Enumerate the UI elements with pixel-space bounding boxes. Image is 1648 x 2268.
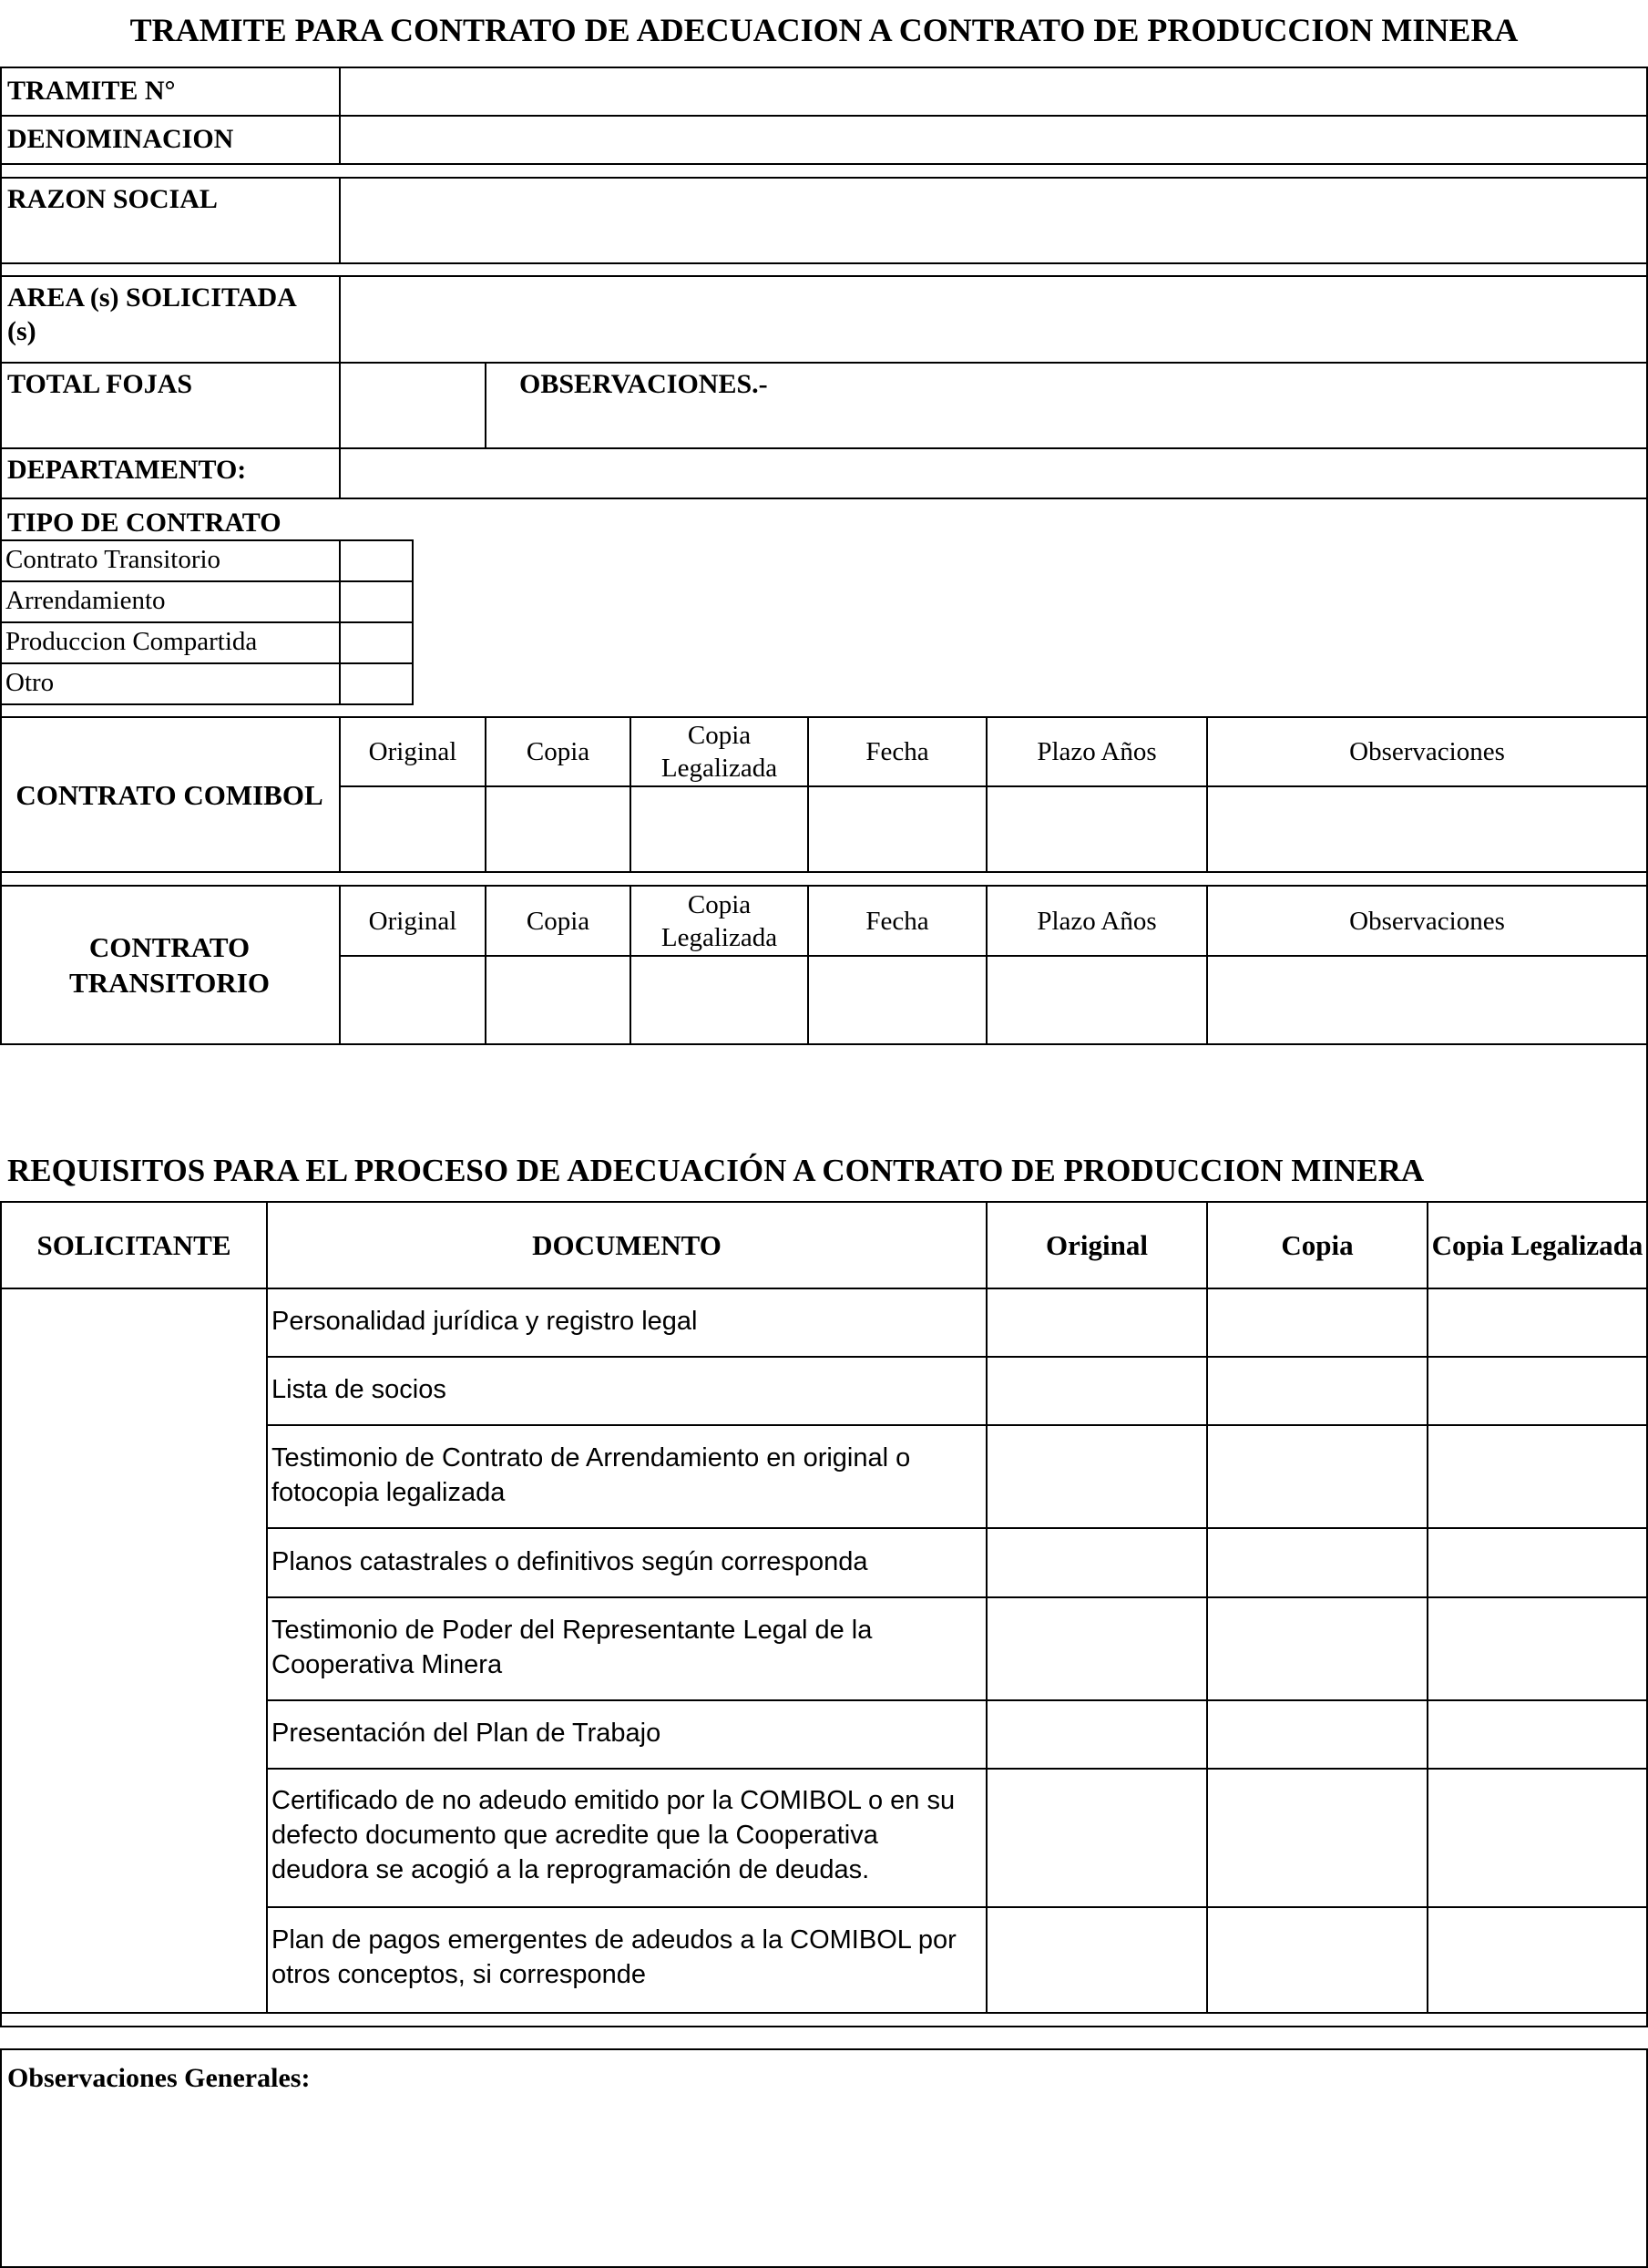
copia-legalizada-cell[interactable] bbox=[1428, 1908, 1646, 2012]
option-label: Otro bbox=[5, 668, 55, 697]
copia-legalizada-cell[interactable] bbox=[1428, 1426, 1646, 1527]
column-header: Observaciones bbox=[1349, 737, 1505, 766]
column-header: Observaciones bbox=[1349, 906, 1505, 936]
document-label: Testimonio de Poder del Representante Legal de la Cooperativa Minera bbox=[271, 1616, 873, 1679]
copia-legalizada-cell[interactable] bbox=[1428, 1289, 1646, 1356]
requisitos-heading: REQUISITOS PARA EL PROCESO DE ADECUACIÓN A CONTRATO DE PRODUCCION MINERA bbox=[7, 1153, 1425, 1188]
observaciones-field[interactable] bbox=[486, 364, 1646, 447]
document-label: Presentación del Plan de Trabajo bbox=[271, 1719, 661, 1748]
copia-legalizada-cell[interactable] bbox=[1428, 1529, 1646, 1596]
departamento-label: DEPARTAMENTO: bbox=[7, 455, 247, 485]
observaciones-label: OBSERVACIONES.- bbox=[519, 369, 768, 399]
entry-cell[interactable] bbox=[341, 787, 485, 871]
area-label: AREA (s) SOLICITADA (s) bbox=[7, 282, 296, 346]
entry-cell[interactable] bbox=[631, 787, 807, 871]
tramite-label: TRAMITE N° bbox=[7, 76, 176, 106]
column-header-copia-legalizada: Copia Legalizada bbox=[1431, 1229, 1643, 1261]
column-header: Copia bbox=[526, 737, 590, 766]
column-header: Fecha bbox=[865, 906, 929, 936]
area-field[interactable] bbox=[341, 277, 1646, 362]
razon-social-field[interactable] bbox=[341, 179, 1646, 262]
entry-cell[interactable] bbox=[486, 787, 630, 871]
razon-social-label: RAZON SOCIAL bbox=[7, 184, 218, 214]
copia-legalizada-cell[interactable] bbox=[1428, 1598, 1646, 1699]
column-header-copia: Copia bbox=[1281, 1229, 1354, 1261]
option-checkbox[interactable] bbox=[341, 541, 412, 580]
copia-legalizada-cell[interactable] bbox=[1428, 1701, 1646, 1768]
copia-cell[interactable] bbox=[1208, 1598, 1427, 1699]
option-checkbox[interactable] bbox=[341, 664, 412, 703]
entry-cell[interactable] bbox=[1208, 787, 1646, 871]
contrato-transitorio-label: CONTRATO TRANSITORIO bbox=[69, 931, 270, 999]
entry-cell[interactable] bbox=[486, 957, 630, 1043]
entry-cell[interactable] bbox=[988, 957, 1206, 1043]
entry-cell[interactable] bbox=[988, 787, 1206, 871]
copia-cell[interactable] bbox=[1208, 1358, 1427, 1424]
total-fojas-field[interactable] bbox=[341, 364, 485, 447]
copia-cell[interactable] bbox=[1208, 1529, 1427, 1596]
copia-cell[interactable] bbox=[1208, 1770, 1427, 1906]
option-label: Produccion Compartida bbox=[5, 627, 258, 656]
column-header: Original bbox=[368, 906, 457, 936]
column-header: Copia Legalizada bbox=[660, 889, 778, 952]
column-header: Plazo Años bbox=[1037, 906, 1157, 936]
column-header: Copia bbox=[526, 906, 590, 936]
copia-cell[interactable] bbox=[1208, 1701, 1427, 1768]
option-checkbox[interactable] bbox=[341, 582, 412, 621]
document-label: Testimonio de Contrato de Arrendamiento en original o fotocopia legalizada bbox=[271, 1443, 911, 1507]
original-cell[interactable] bbox=[988, 1598, 1206, 1699]
original-cell[interactable] bbox=[988, 1289, 1206, 1356]
copia-cell[interactable] bbox=[1208, 1289, 1427, 1356]
column-header-original: Original bbox=[1046, 1229, 1148, 1261]
observaciones-generales-label: Observaciones Generales: bbox=[7, 2063, 311, 2093]
document-label: Plan de pagos emergentes de adeudos a la COMIBOL por otros conceptos, si corresponde bbox=[271, 1925, 957, 1989]
copia-legalizada-cell[interactable] bbox=[1428, 1770, 1646, 1906]
entry-cell[interactable] bbox=[809, 787, 986, 871]
original-cell[interactable] bbox=[988, 1908, 1206, 2012]
original-cell[interactable] bbox=[988, 1358, 1206, 1424]
document-label: Certificado de no adeudo emitido por la COMIBOL o en su defecto documento que acredite que la Cooperativa deudora se acogió a la reprogramación de deudas. bbox=[271, 1786, 956, 1884]
entry-cell[interactable] bbox=[1208, 957, 1646, 1043]
original-cell[interactable] bbox=[988, 1426, 1206, 1527]
tipo-contrato-heading: TIPO DE CONTRATO bbox=[7, 508, 281, 538]
tramite-field[interactable] bbox=[341, 68, 1646, 115]
contrato-comibol-label: CONTRATO COMIBOL bbox=[15, 778, 323, 811]
copia-cell[interactable] bbox=[1208, 1426, 1427, 1527]
option-label: Arrendamiento bbox=[5, 586, 166, 615]
original-cell[interactable] bbox=[988, 1529, 1206, 1596]
entry-cell[interactable] bbox=[341, 957, 485, 1043]
solicitante-cell[interactable] bbox=[2, 1289, 266, 2012]
entry-cell[interactable] bbox=[809, 957, 986, 1043]
departamento-field[interactable] bbox=[341, 449, 1646, 498]
copia-cell[interactable] bbox=[1208, 1908, 1427, 2012]
denominacion-label: DENOMINACION bbox=[7, 124, 234, 154]
document-label: Lista de socios bbox=[271, 1375, 446, 1404]
option-checkbox[interactable] bbox=[341, 623, 412, 662]
column-header: Copia Legalizada bbox=[660, 721, 778, 783]
column-header: Original bbox=[368, 737, 457, 766]
entry-cell[interactable] bbox=[631, 957, 807, 1043]
copia-legalizada-cell[interactable] bbox=[1428, 1358, 1646, 1424]
original-cell[interactable] bbox=[988, 1701, 1206, 1768]
column-header: Plazo Años bbox=[1037, 737, 1157, 766]
document-label: Planos catastrales o definitivos según corresponda bbox=[271, 1547, 868, 1576]
column-header-documento: DOCUMENTO bbox=[532, 1229, 722, 1261]
column-header-solicitante: SOLICITANTE bbox=[36, 1229, 231, 1261]
column-header: Fecha bbox=[865, 737, 929, 766]
total-fojas-label: TOTAL FOJAS bbox=[7, 369, 193, 399]
document-label: Personalidad jurídica y registro legal bbox=[271, 1307, 698, 1336]
option-label: Contrato Transitorio bbox=[5, 545, 221, 574]
original-cell[interactable] bbox=[988, 1770, 1206, 1906]
page-title: TRAMITE PARA CONTRATO DE ADECUACION A CONTRATO DE PRODUCCION MINERA bbox=[129, 12, 1519, 48]
denominacion-field[interactable] bbox=[341, 117, 1646, 163]
